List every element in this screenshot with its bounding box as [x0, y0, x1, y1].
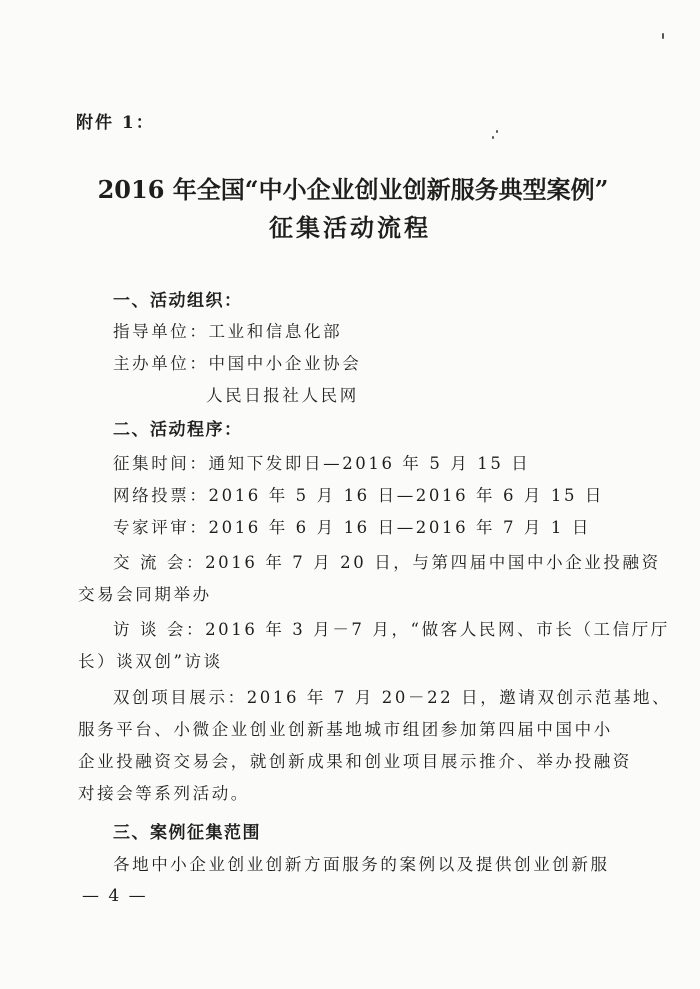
host-unit-value-2: 人民日报社人民网 — [206, 386, 359, 405]
section-1-heading: 一、活动组织： — [113, 291, 243, 311]
host-unit-value-1: 中国中小企业协会 — [208, 354, 362, 373]
guide-unit-line — [113, 318, 342, 342]
exchange-meeting-line-1: 交 流 会：2016 年 7 月 20 日，与第四届中国中小企业投融资 — [113, 553, 661, 572]
expert-review-line: 专家评审：2016 年 6 月 16 日—2016 年 7 月 1 日 — [113, 518, 591, 537]
host-unit-line — [113, 350, 361, 374]
document-title-line-1: 2016 年全国“中小企业创业创新服务典型案例” — [97, 175, 609, 204]
exchange-meeting-line-2: 交易会同期举办 — [78, 585, 212, 604]
project-show-line-1: 双创项目展示：2016 年 7 月 20－22 日，邀请双创示范基地、 — [113, 688, 672, 707]
guide-unit-label: 指导单位： — [113, 322, 209, 341]
interview-line-2: 长）谈双创”访谈 — [78, 652, 223, 671]
section-3-heading: 三、案例征集范围 — [113, 823, 261, 843]
project-show-line-3: 企业投融资交易会，就创新成果和创业项目展示推介、举办投融资 — [78, 752, 632, 771]
host-unit-label: 主办单位： — [113, 354, 209, 373]
document-title-line-2: 征集活动流程 — [269, 213, 431, 242]
online-vote-line: 网络投票：2016 年 5 月 16 日—2016 年 6 月 15 日 — [113, 486, 605, 505]
project-show-line-4: 对接会等系列活动。 — [78, 784, 250, 803]
scan-speck — [492, 136, 494, 139]
scan-speck — [496, 130, 498, 133]
scan-speck — [662, 33, 664, 39]
page-number: — 4 — — [82, 886, 148, 906]
section-2-heading: 二、活动程序： — [113, 420, 243, 440]
collection-time-line: 征集时间：通知下发即日—2016 年 5 月 15 日 — [113, 454, 531, 473]
interview-line-1: 访 谈 会：2016 年 3 月－7 月，“做客人民网、市长（工信厅厅 — [113, 620, 670, 639]
guide-unit-value: 工业和信息化部 — [208, 322, 343, 341]
section-3-line-1: 各地中小企业创业创新方面服务的案例以及提供创业创新服 — [113, 855, 610, 874]
project-show-line-2: 服务平台、小微企业创业创新基地城市组团参加第四届中国中小 — [78, 720, 613, 739]
attachment-label: 附件 1： — [76, 113, 155, 133]
